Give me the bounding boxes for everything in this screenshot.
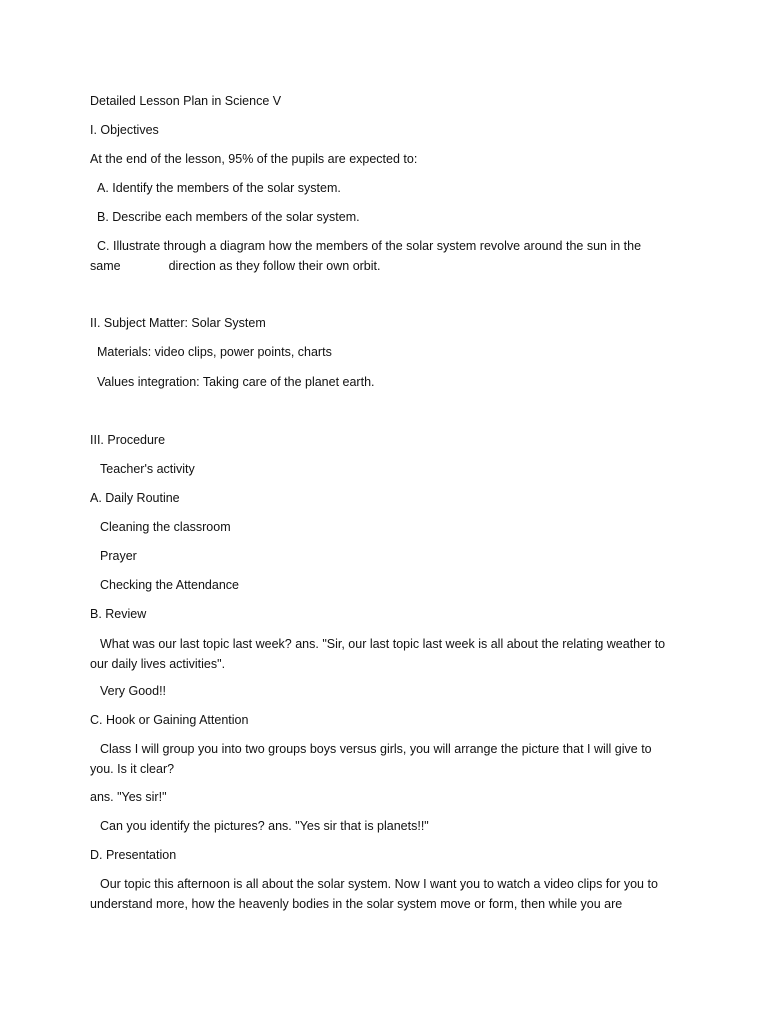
teacher-activity-label: Teacher's activity — [100, 462, 195, 476]
hook-heading: C. Hook or Gaining Attention — [90, 713, 249, 727]
daily-routine-item-1: Cleaning the classroom — [100, 520, 231, 534]
hook-question: Can you identify the pictures? ans. "Yes sir that is planets!!" — [100, 819, 429, 833]
hook-answer: ans. "Yes sir!" — [90, 790, 167, 804]
objective-c-line-2-start: same — [90, 259, 121, 273]
daily-routine-item-2: Prayer — [100, 549, 137, 563]
review-heading: B. Review — [90, 607, 147, 621]
hook-line-2: you. Is it clear? — [90, 762, 175, 776]
subject-matter-heading: II. Subject Matter: Solar System — [90, 316, 266, 330]
daily-routine-item-3: Checking the Attendance — [100, 578, 239, 592]
daily-routine-heading: A. Daily Routine — [90, 491, 180, 505]
objective-c-line-2-end: direction as they follow their own orbit. — [168, 259, 381, 273]
materials-text: Materials: video clips, power points, charts — [97, 345, 332, 359]
presentation-line-1: Our topic this afternoon is all about the solar system. Now I want you to watch a video clips for you to — [100, 877, 658, 891]
objective-b: B. Describe each members of the solar system. — [97, 210, 360, 224]
hook-line-1: Class I will group you into two groups boys versus girls, you will arrange the picture that I will give to — [100, 742, 652, 756]
objective-a: A. Identify the members of the solar system. — [97, 181, 341, 195]
document-title: Detailed Lesson Plan in Science V — [90, 94, 282, 108]
review-line-2: our daily lives activities". — [90, 657, 226, 671]
objectives-heading: I. Objectives — [90, 123, 159, 137]
procedure-heading: III. Procedure — [90, 433, 166, 447]
presentation-line-2: understand more, how the heavenly bodies in the solar system move or form, then while you are — [90, 897, 623, 911]
objective-c-line-2 — [90, 256, 381, 276]
values-integration-text: Values integration: Taking care of the planet earth. — [97, 375, 375, 389]
objectives-intro: At the end of the lesson, 95% of the pupils are expected to: — [90, 152, 418, 166]
review-praise: Very Good!! — [100, 684, 167, 698]
review-line-1: What was our last topic last week? ans. "Sir, our last topic last week is all about the relating weather to — [100, 637, 666, 651]
presentation-heading: D. Presentation — [90, 848, 177, 862]
objective-c-line-1: C. Illustrate through a diagram how the members of the solar system revolve around the sun in the — [97, 239, 642, 253]
